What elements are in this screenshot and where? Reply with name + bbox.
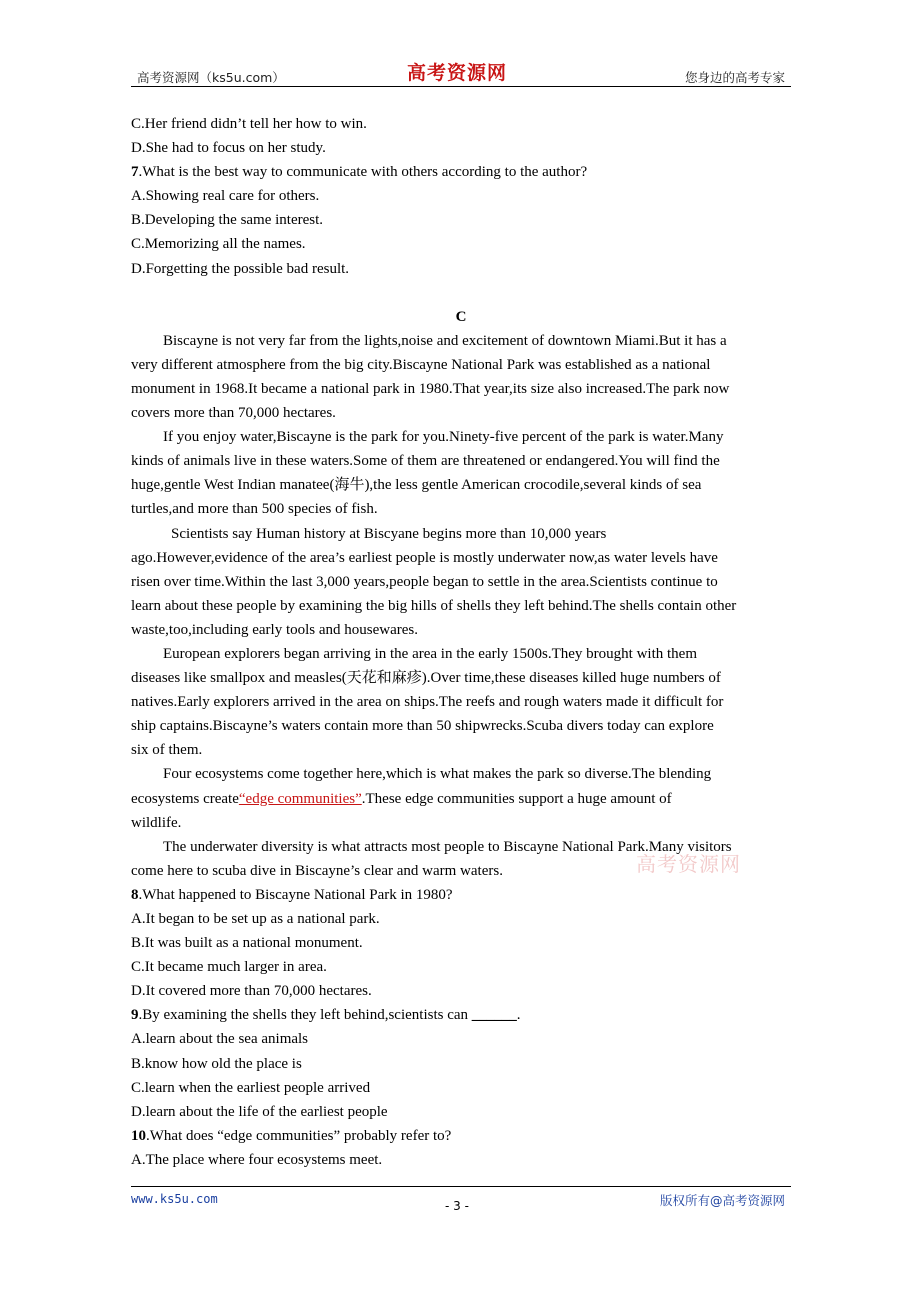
paragraph-3-line: learn about these people by examining the big hills of shells they left behind.The shells contain other: [131, 597, 737, 614]
header-logo: 高考资源网: [407, 62, 508, 84]
q9-option-d: D.learn about the life of the earliest people: [131, 1103, 388, 1120]
q8-option-a: A.It began to be set up as a national park.: [131, 911, 380, 927]
q8-option-c: C.It became much larger in area.: [131, 959, 327, 976]
q10-option-a: A.The place where four ecosystems meet.: [131, 1151, 383, 1168]
question-stem: .By examining the shells they left behind,scientists can: [138, 1007, 472, 1024]
paragraph-1-line: very different atmosphere from the big city.Biscayne National Park was established as a national: [131, 356, 711, 373]
paragraph-3-line: waste,too,including early tools and housewares.: [131, 621, 419, 638]
text-run: .: [516, 1007, 521, 1024]
footer-site-link[interactable]: www.ks5u.com: [131, 1192, 218, 1206]
paragraph-5-line: [131, 787, 791, 811]
section-title: C: [455, 308, 467, 325]
paragraph-4-line: ship captains.Biscayne’s waters contain more than 50 shipwrecks.Scuba divers today can explore: [131, 718, 714, 735]
question-stem: .What does “edge communities” probably refer to?: [146, 1127, 452, 1144]
paragraph-4-line: natives.Early explorers arrived in the area on ships.The reefs and rough waters made it difficult for: [131, 694, 724, 711]
header-slogan: 您身边的高考专家: [684, 70, 785, 85]
question-9: [131, 1003, 791, 1027]
header-site-name: 高考资源网（ks5u.com）: [137, 70, 285, 85]
text-run: ecosystems create: [131, 790, 239, 807]
paragraph-3-line: ago.However,evidence of the area’s earliest people is mostly underwater now,as water levels have: [131, 549, 718, 566]
question-number: 8: [131, 886, 139, 903]
question-number: 10: [131, 1127, 146, 1144]
q9-option-a: A.learn about the sea animals: [131, 1031, 309, 1048]
paragraph-6-line: come here to scuba dive in Biscayne’s clear and warm waters.: [131, 862, 503, 879]
question-stem: .What is the best way to communicate with others according to the author?: [138, 164, 588, 181]
q8-option-d: D.It covered more than 70,000 hectares.: [131, 983, 372, 1000]
question-8: [131, 883, 791, 907]
paragraph-5-line: Four ecosystems come together here,which is what makes the park so diverse.The blending: [163, 766, 712, 783]
page-header: [131, 58, 791, 87]
paragraph-4-line: European explorers began arriving in the area in the early 1500s.They brought with them: [163, 645, 697, 662]
highlighted-term: “edge communities”: [238, 790, 362, 807]
q9-option-b: B.know how old the place is: [131, 1055, 302, 1072]
paragraph-6-line: The underwater diversity is what attracts most people to Biscayne National Park.Many visitors: [163, 838, 732, 855]
paragraph-4-line: diseases like smallpox and measles(天花和麻疹).Over time,these diseases killed huge numbers of: [131, 670, 721, 687]
q6-option-c: C.Her friend didn’t tell her how to win.: [131, 116, 367, 132]
paragraph-4-line: six of them.: [131, 742, 203, 759]
paragraph-1-line: monument in 1968.It became a national park in 1980.That year,its size also increased.The park now: [131, 380, 730, 397]
q9-option-c: C.learn when the earliest people arrived: [131, 1079, 371, 1096]
paragraph-1-line: Biscayne is not very far from the lights,noise and excitement of downtown Miami.But it has a: [163, 332, 727, 349]
paragraph-1-line: covers more than 70,000 hectares.: [131, 405, 336, 422]
paragraph-3-line: risen over time.Within the last 3,000 years,people began to settle in the area.Scientists continue to: [131, 573, 718, 590]
q8-option-b: B.It was built as a national monument.: [131, 935, 363, 952]
document-body: [131, 112, 791, 1172]
text-run: .These edge communities support a huge amount of: [361, 790, 672, 807]
q7-option-a: A.Showing real care for others.: [131, 188, 320, 205]
paragraph-2-line: huge,gentle West Indian manatee(海牛),the less gentle American crocodile,several kinds of sea: [131, 477, 702, 494]
spacer: [131, 281, 791, 305]
footer-copyright: 版权所有@高考资源网: [659, 1193, 785, 1208]
question-10: [131, 1124, 791, 1148]
page-number: - 3 -: [445, 1199, 469, 1213]
answer-blank: ______: [471, 1007, 517, 1024]
paragraph-2-line: kinds of animals live in these waters.Some of them are threatened or endangered.You will find the: [131, 453, 720, 470]
paragraph-5-line: wildlife.: [131, 814, 182, 831]
q7-option-c: C.Memorizing all the names.: [131, 236, 306, 253]
question-number: 7: [131, 164, 139, 181]
paragraph-2-line: If you enjoy water,Biscayne is the park for you.Ninety-five percent of the park is water.Many: [163, 429, 724, 446]
paragraph-2-line: turtles,and more than 500 species of fish.: [131, 501, 378, 518]
q7-option-d: D.Forgetting the possible bad result.: [131, 260, 350, 277]
q7-option-b: B.Developing the same interest.: [131, 212, 324, 229]
paragraph-3-line: Scientists say Human history at Biscyane begins more than 10,000 years: [171, 525, 607, 542]
question-number: 9: [131, 1007, 139, 1024]
q6-option-d: D.She had to focus on her study.: [131, 140, 326, 157]
question-7: [131, 160, 791, 184]
question-stem: .What happened to Biscayne National Park in 1980?: [138, 886, 453, 903]
watermark: 高考资源网: [636, 852, 741, 876]
page-footer: [131, 1186, 791, 1213]
